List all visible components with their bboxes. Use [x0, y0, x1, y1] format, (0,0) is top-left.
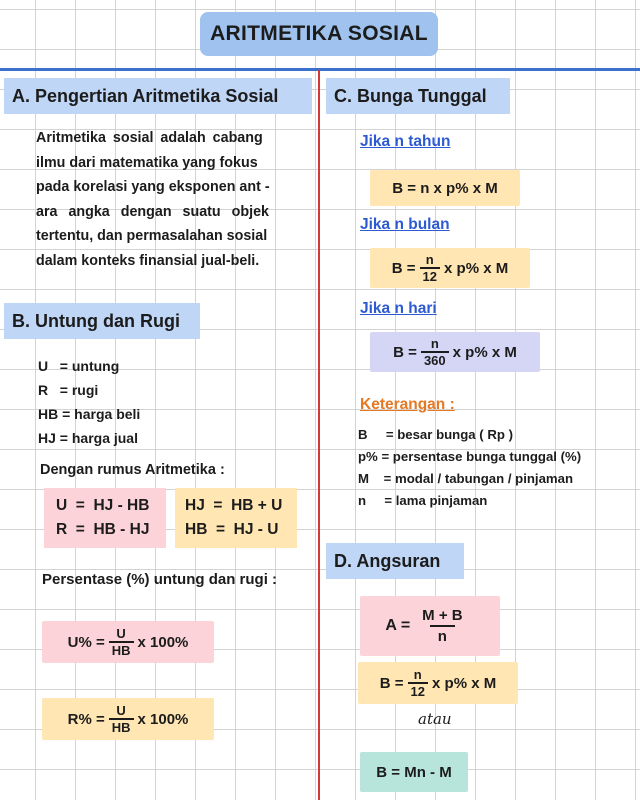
angsuran-b2-formula: B = Mn - M	[360, 752, 468, 792]
paragraph-line: ilmu dari matematika yang fokus	[36, 154, 258, 171]
fraction-denominator: 360	[421, 351, 449, 368]
fraction-numerator: n	[413, 667, 422, 682]
untung-rugi-formula-box	[44, 488, 166, 548]
fraction-denominator: HB	[109, 718, 134, 735]
keterangan-label: Keterangan :	[360, 396, 455, 413]
angsuran-b-formula	[358, 662, 518, 704]
jika-n-bulan-label: Jika n bulan	[360, 216, 450, 233]
rumus-label: Dengan rumus Aritmetika :	[40, 462, 225, 478]
paragraph-line: tertentu, dan permasalahan sosial	[36, 228, 268, 245]
paragraph-line: Aritmetika sosial adalah cabang	[36, 130, 263, 146]
formula-line: HB = HJ - U	[185, 521, 279, 538]
jika-n-tahun-label: Jika n tahun	[360, 133, 451, 150]
fraction	[421, 336, 449, 368]
keterangan-list	[358, 424, 581, 512]
fraction-numerator: n	[425, 252, 434, 267]
definition-item: HB = harga beli	[38, 406, 141, 422]
section-b-heading: B. Untung dan Rugi	[4, 303, 200, 339]
fraction	[420, 252, 440, 284]
formula-rhs: x p% x M	[432, 674, 497, 692]
fraction-denominator: n	[430, 625, 455, 646]
fraction	[109, 703, 134, 735]
persentase-label: Persentase (%) untung dan rugi :	[42, 571, 278, 588]
formula-rhs: x p% x M	[444, 259, 509, 277]
bunga-hari-formula	[370, 332, 540, 372]
section-a-paragraph	[36, 126, 312, 274]
formula-lhs: B =	[379, 674, 404, 692]
page-title: ARITMETIKA SOSIAL	[200, 12, 438, 56]
formula-lhs: A =	[385, 617, 411, 634]
keterangan-item: M = modal / tabungan / pinjaman	[358, 471, 574, 486]
formula-lhs: B =	[391, 259, 416, 277]
section-d-heading: D. Angsuran	[326, 543, 464, 579]
fraction-numerator: M + B	[422, 607, 463, 624]
formula-rhs: x 100%	[137, 633, 189, 651]
angsuran-a-formula	[360, 596, 500, 656]
formula-line: R = HB - HJ	[56, 521, 150, 538]
fraction-denominator: 12	[408, 682, 428, 699]
section-c-heading: C. Bunga Tunggal	[326, 78, 510, 114]
untung-percent-formula	[42, 621, 214, 663]
fraction	[414, 606, 470, 646]
formula-line: HJ = HB + U	[185, 497, 283, 514]
rugi-percent-formula	[42, 698, 214, 740]
jika-n-hari-label: Jika n hari	[360, 300, 437, 317]
bunga-tahun-formula: B = n x p% x M	[370, 170, 520, 206]
definition-item: HJ = harga jual	[38, 430, 138, 446]
title-underline	[0, 68, 640, 71]
definition-item: U = untung	[38, 358, 120, 374]
keterangan-item: B = besar bunga ( Rp )	[358, 427, 513, 442]
keterangan-item: p% = persentase bunga tunggal (%)	[358, 449, 582, 464]
fraction-numerator: U	[116, 626, 126, 641]
keterangan-item: n = lama pinjaman	[358, 493, 488, 508]
paragraph-line: pada korelasi yang eksponen ant -	[36, 179, 270, 196]
formula-rhs: x 100%	[137, 710, 189, 728]
formula-lhs: B =	[393, 343, 417, 361]
paragraph-line: dalam konteks finansial jual-beli.	[36, 252, 260, 269]
formula-rhs: x p% x M	[452, 343, 517, 361]
column-divider	[318, 70, 320, 800]
fraction	[408, 667, 428, 699]
bunga-bulan-formula	[370, 248, 530, 288]
fraction-numerator: n	[430, 336, 439, 351]
harga-formula-box	[175, 488, 297, 548]
fraction	[109, 626, 134, 658]
fraction-denominator: 12	[420, 267, 440, 284]
atau-label: atau	[418, 710, 452, 728]
formula-line: U = HJ - HB	[56, 497, 150, 514]
definition-item: R = rugi	[38, 382, 99, 398]
paragraph-line: ara angka dengan suatu objek	[36, 203, 269, 220]
definitions-list	[38, 354, 140, 450]
formula-lhs: U% =	[67, 633, 105, 651]
fraction-numerator: U	[116, 703, 126, 718]
fraction-denominator: HB	[109, 641, 134, 658]
section-a-heading: A. Pengertian Aritmetika Sosial	[4, 78, 312, 114]
formula-lhs: R% =	[67, 710, 105, 728]
